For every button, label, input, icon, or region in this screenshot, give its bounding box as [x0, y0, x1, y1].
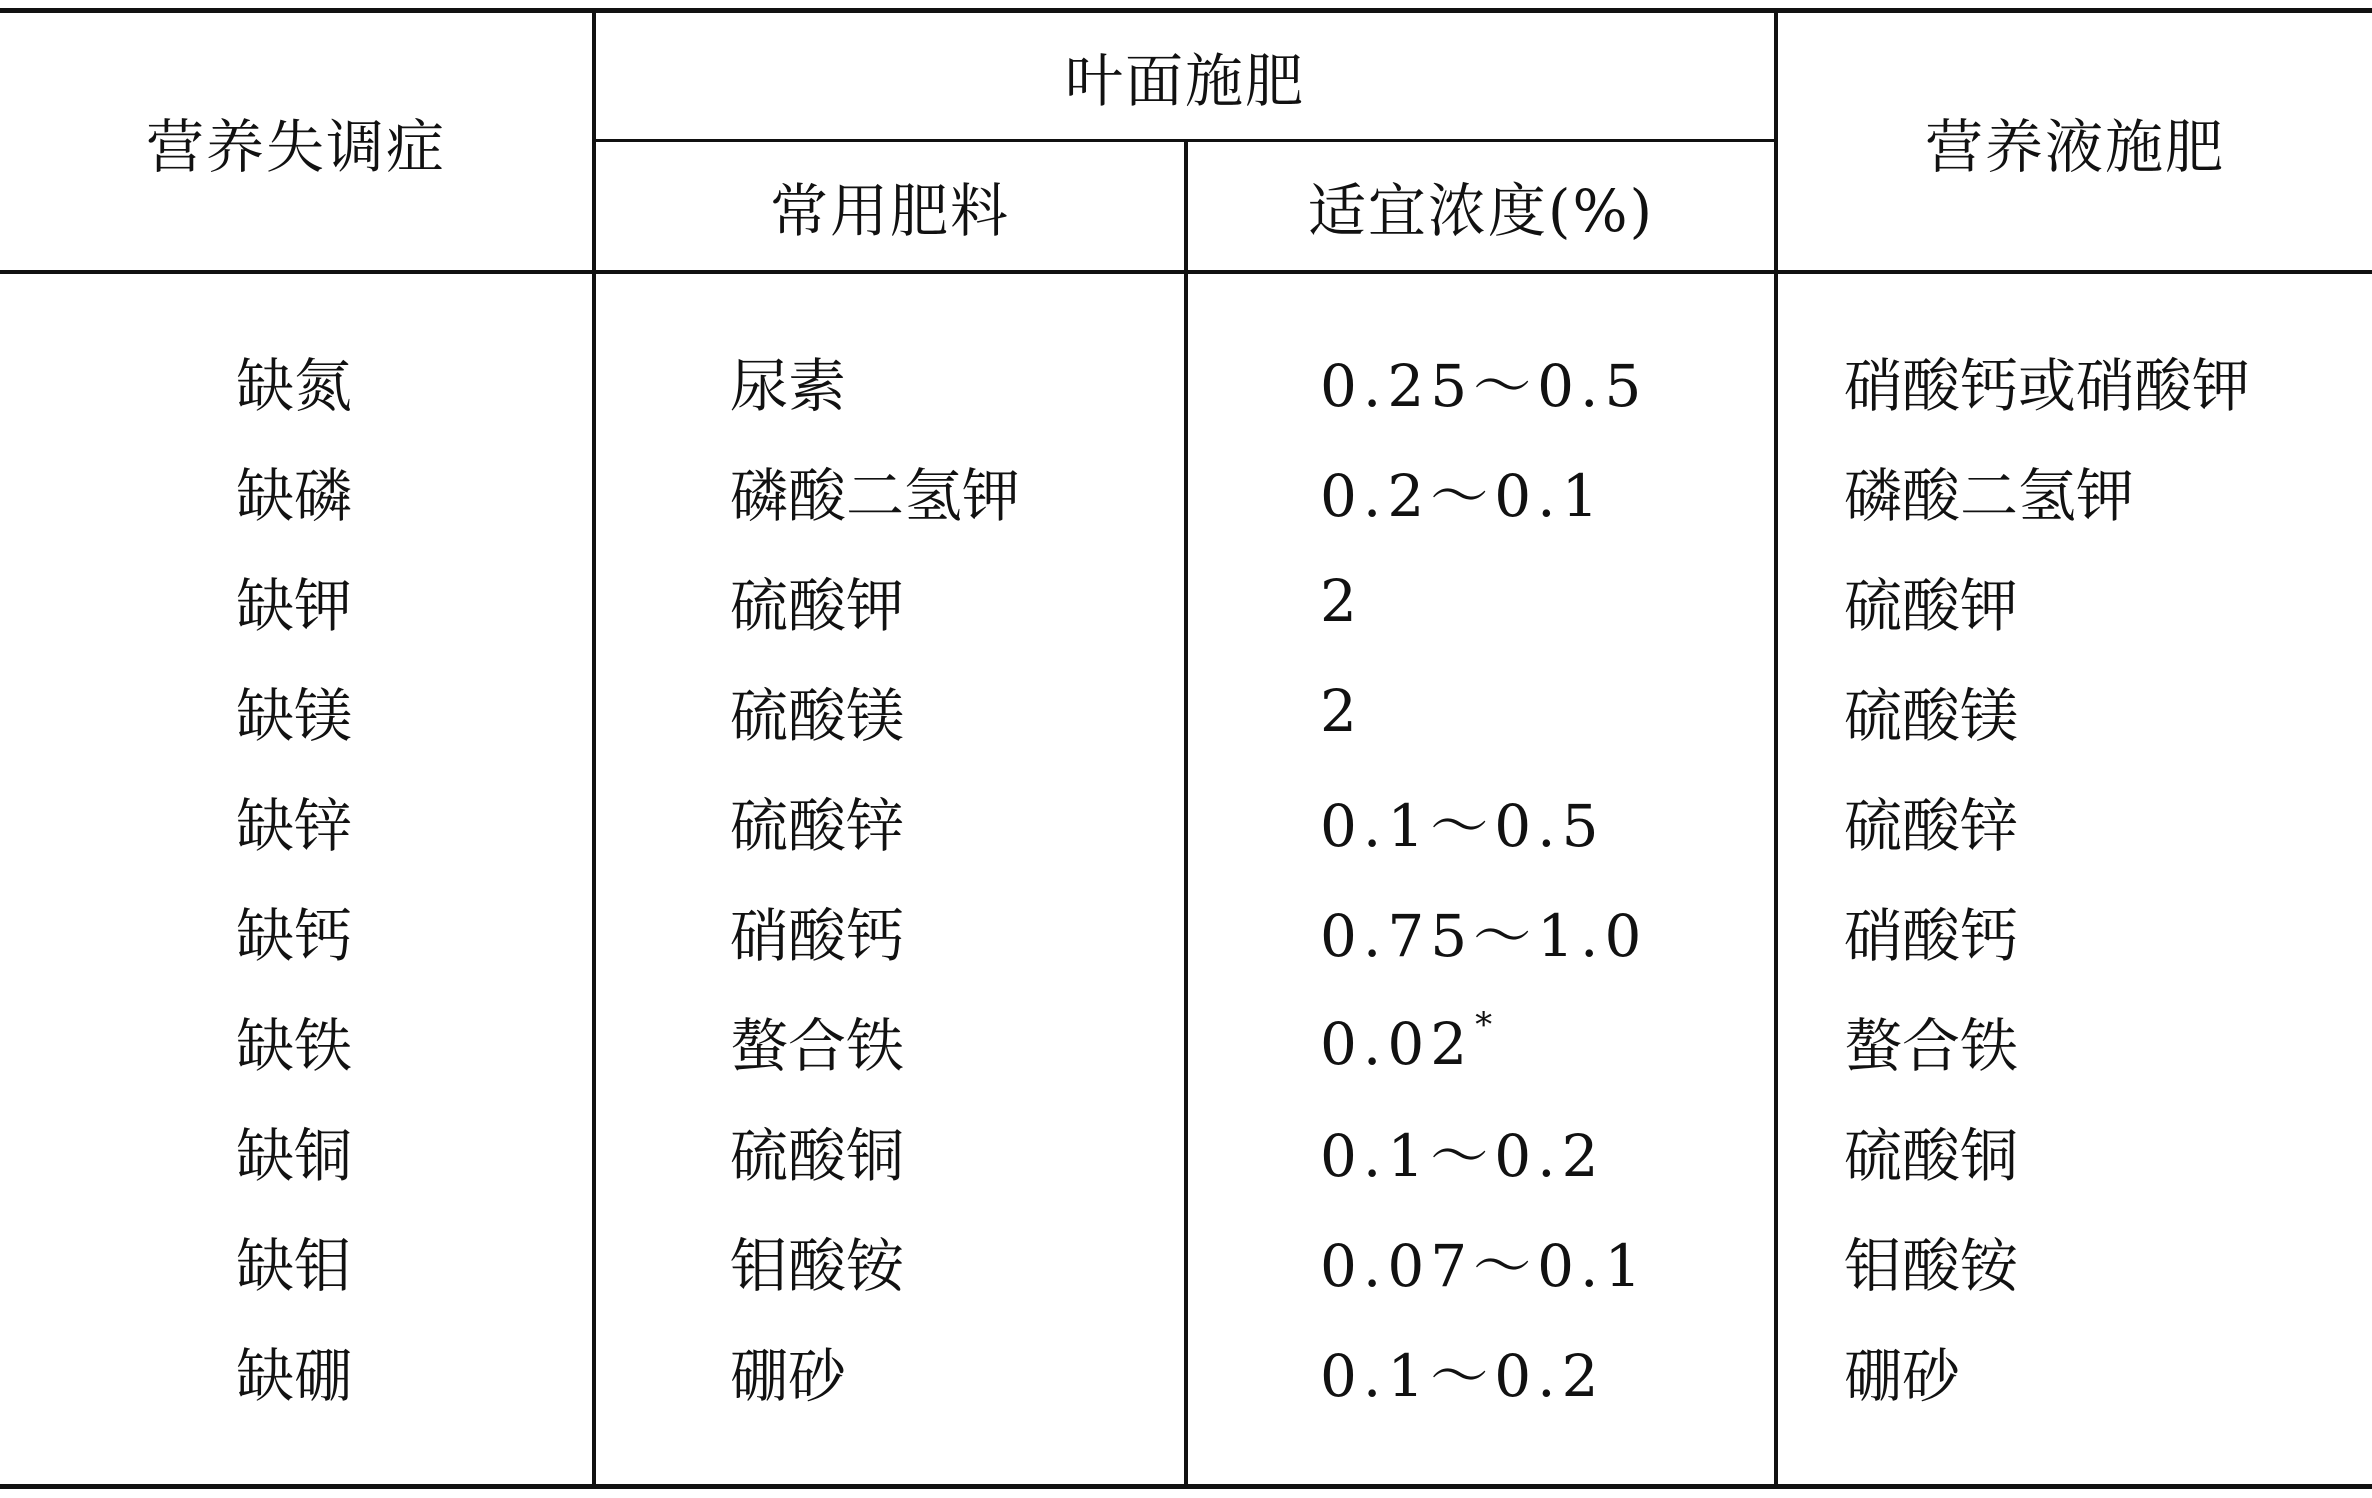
cell-deficiency: 缺镁	[236, 682, 353, 750]
cell-concentration: 2	[1186, 656, 1776, 766]
table-row	[0, 1316, 2372, 1487]
table-row	[0, 546, 2372, 656]
header-deficiency: 营养失调症	[0, 11, 594, 273]
cell-solution: 硼砂	[1776, 1316, 2372, 1487]
cell-solution: 硫酸锌	[1776, 766, 2372, 876]
table-row	[0, 1206, 2372, 1316]
cell-fertilizer: 硫酸钾	[594, 546, 1186, 656]
footnote-mark: *	[1475, 1004, 1499, 1045]
table-body	[0, 272, 2372, 1487]
cell-deficiency: 缺锌	[236, 792, 353, 860]
cell-concentration: 0.1～0.2	[1186, 1096, 1776, 1206]
cell-deficiency: 缺铜	[236, 1122, 353, 1190]
cell-fertilizer: 磷酸二氢钾	[594, 436, 1186, 546]
cell-deficiency: 缺铁	[236, 1012, 353, 1080]
cell-solution: 硝酸钙或硝酸钾	[1776, 272, 2372, 436]
cell-solution: 硫酸镁	[1776, 656, 2372, 766]
cell-deficiency: 缺磷	[236, 462, 353, 530]
cell-fertilizer: 硫酸锌	[594, 766, 1186, 876]
cell-deficiency: 缺钾	[236, 572, 353, 640]
cell-fertilizer: 尿素	[594, 272, 1186, 436]
cell-fertilizer: 硫酸铜	[594, 1096, 1186, 1206]
cell-deficiency: 缺钙	[236, 902, 353, 970]
cell-fertilizer: 螯合铁	[594, 986, 1186, 1096]
cell-deficiency: 缺硼	[0, 1316, 594, 1487]
table-row	[0, 436, 2372, 546]
cell-concentration: 0.2～0.1	[1186, 436, 1776, 546]
cell-concentration: 0.1～0.2	[1186, 1316, 1776, 1487]
cell-fertilizer: 硼砂	[594, 1316, 1186, 1487]
table-header	[0, 11, 2372, 273]
header-nutrient-solution: 营养液施肥	[1776, 11, 2372, 273]
concentration-value: 0.02	[1320, 1009, 1474, 1078]
cell-deficiency: 缺钼	[236, 1232, 353, 1300]
cell-fertilizer: 硝酸钙	[594, 876, 1186, 986]
cell-solution: 硫酸铜	[1776, 1096, 2372, 1206]
table-row	[0, 766, 2372, 876]
cell-solution: 硝酸钙	[1776, 876, 2372, 986]
cell-solution: 磷酸二氢钾	[1776, 436, 2372, 546]
cell-solution: 钼酸铵	[1776, 1206, 2372, 1316]
cell-concentration: 0.07～0.1	[1186, 1206, 1776, 1316]
table-row	[0, 986, 2372, 1096]
cell-concentration: 0.75～1.0	[1186, 876, 1776, 986]
header-common-fertilizer: 常用肥料	[594, 141, 1186, 273]
table-row	[0, 876, 2372, 986]
table-row	[0, 272, 2372, 436]
cell-concentration: 0.25～0.5	[1186, 272, 1776, 436]
table-row	[0, 1096, 2372, 1206]
cell-concentration	[1186, 986, 1776, 1096]
table-row	[0, 656, 2372, 766]
cell-concentration: 0.1～0.5	[1186, 766, 1776, 876]
header-foliar-fertilization: 叶面施肥	[594, 11, 1776, 141]
cell-fertilizer: 钼酸铵	[594, 1206, 1186, 1316]
cell-concentration: 2	[1186, 546, 1776, 656]
nutrient-deficiency-table	[0, 8, 2372, 1489]
header-concentration: 适宜浓度(%)	[1186, 141, 1776, 273]
cell-deficiency: 缺氮	[236, 352, 353, 420]
cell-solution: 螯合铁	[1776, 986, 2372, 1096]
cell-fertilizer: 硫酸镁	[594, 656, 1186, 766]
cell-solution: 硫酸钾	[1776, 546, 2372, 656]
